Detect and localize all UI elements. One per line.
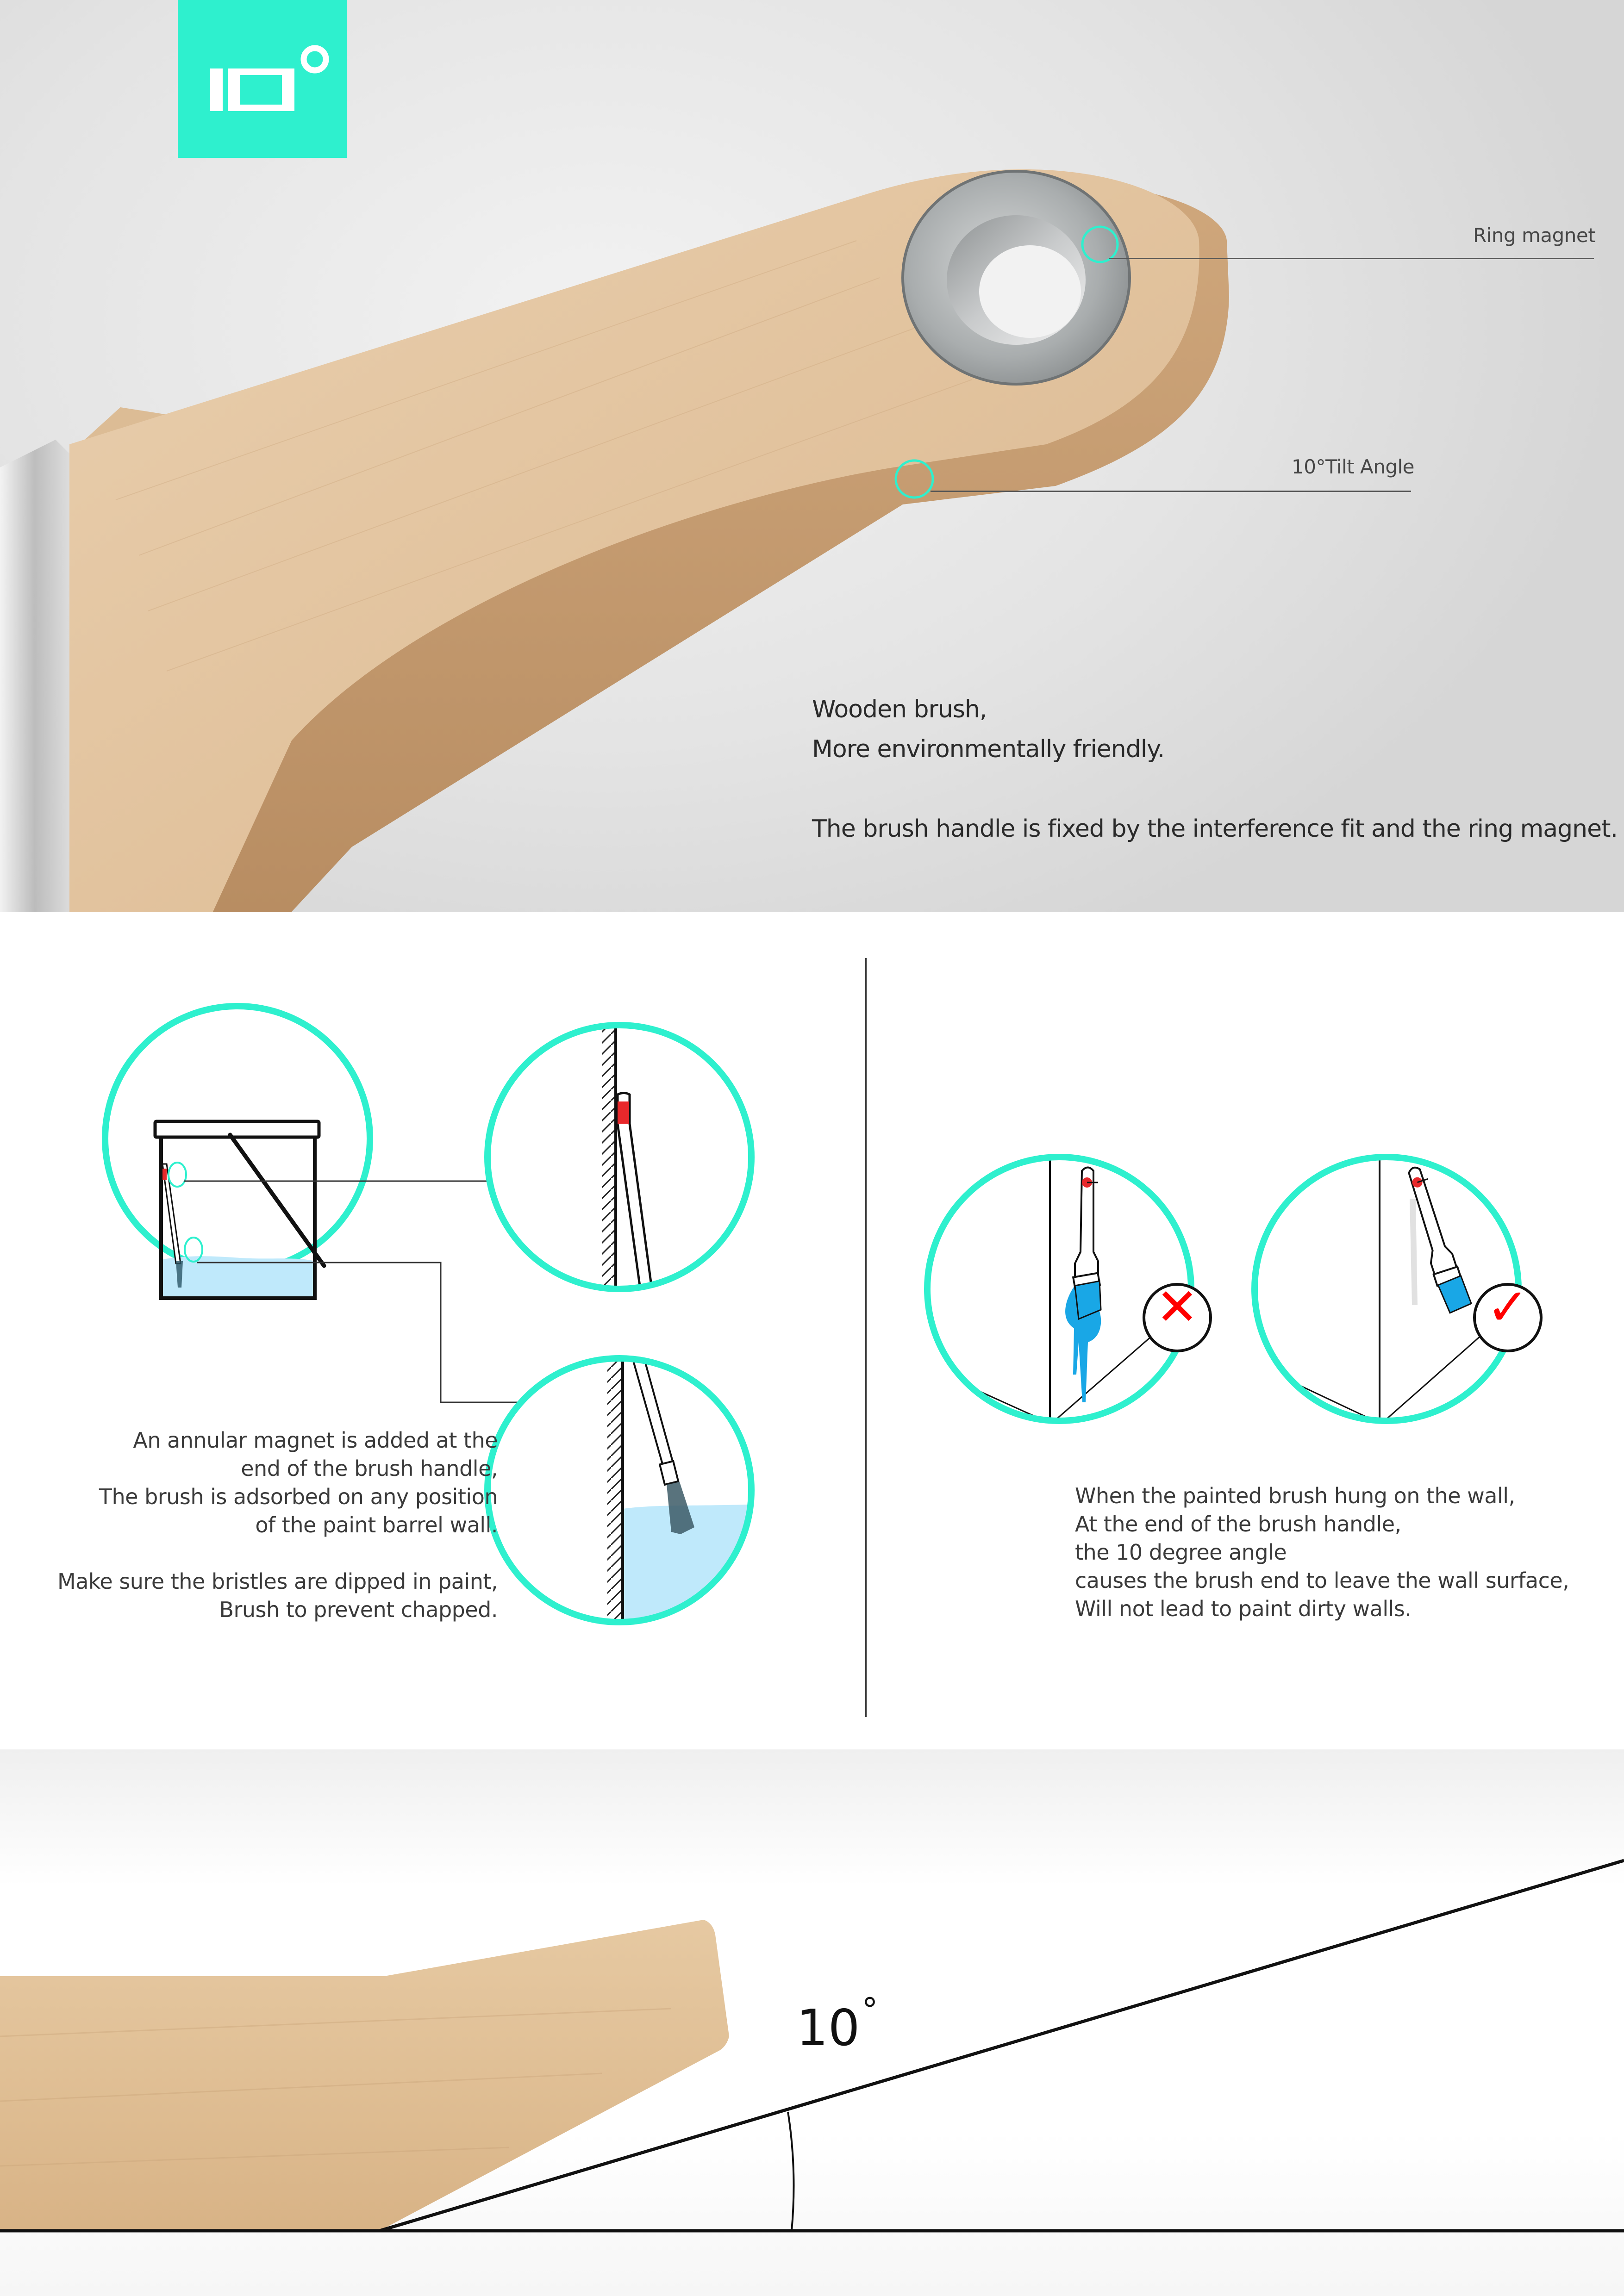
ring-magnet-leader-line bbox=[1109, 258, 1594, 259]
left-line-5: Make sure the bristles are dipped in paint, bbox=[57, 1569, 498, 1594]
usage-diagrams-section bbox=[0, 912, 1624, 1749]
left-description bbox=[46, 1426, 498, 1624]
left-line-3: The brush is adsorbed on any position bbox=[99, 1484, 498, 1509]
tilt-angle-leader-line bbox=[931, 491, 1411, 492]
degree-symbol: ° bbox=[862, 1991, 878, 2029]
check-mark-icon: ✓ bbox=[1486, 1277, 1530, 1337]
wrong-mark-icon: ✕ bbox=[1156, 1277, 1199, 1337]
hero-line-2: More environmentally friendly. bbox=[812, 735, 1165, 763]
hero-line-3: The brush handle is fixed by the interference fit and the ring magnet. bbox=[812, 815, 1618, 843]
angle-value-label bbox=[796, 1991, 878, 2057]
paint-bucket-diagram bbox=[105, 1006, 553, 1402]
angle-number: 10 bbox=[796, 1999, 860, 2057]
tilt-angle-label: 10°Tilt Angle bbox=[1292, 455, 1414, 478]
brand-logo bbox=[178, 0, 347, 158]
hero-section bbox=[0, 0, 1624, 912]
right-line-4: causes the brush end to leave the wall surface, bbox=[1075, 1568, 1569, 1593]
section-divider bbox=[865, 958, 867, 1717]
right-line-5: Will not lead to paint dirty walls. bbox=[1075, 1596, 1412, 1621]
right-line-3: the 10 degree angle bbox=[1075, 1540, 1287, 1565]
bristles-detail-diagram bbox=[487, 1342, 759, 1638]
right-line-2: At the end of the brush handle, bbox=[1075, 1512, 1401, 1537]
hero-description bbox=[812, 690, 1618, 849]
logo-10-degree-icon bbox=[178, 0, 347, 158]
angle-diagram-section bbox=[0, 1749, 1624, 2296]
right-description bbox=[1075, 1482, 1575, 1623]
left-line-4: of the paint barrel wall. bbox=[255, 1512, 498, 1537]
left-line-1: An annular magnet is added at the bbox=[133, 1428, 498, 1453]
ring-magnet-label: Ring magnet bbox=[1473, 224, 1596, 247]
hero-line-1: Wooden brush, bbox=[812, 696, 987, 723]
left-line-6: Brush to prevent chapped. bbox=[219, 1597, 498, 1622]
left-line-2: end of the brush handle, bbox=[241, 1456, 498, 1481]
magnet-detail-diagram bbox=[487, 1004, 751, 1328]
right-line-1: When the painted brush hung on the wall, bbox=[1075, 1483, 1515, 1508]
